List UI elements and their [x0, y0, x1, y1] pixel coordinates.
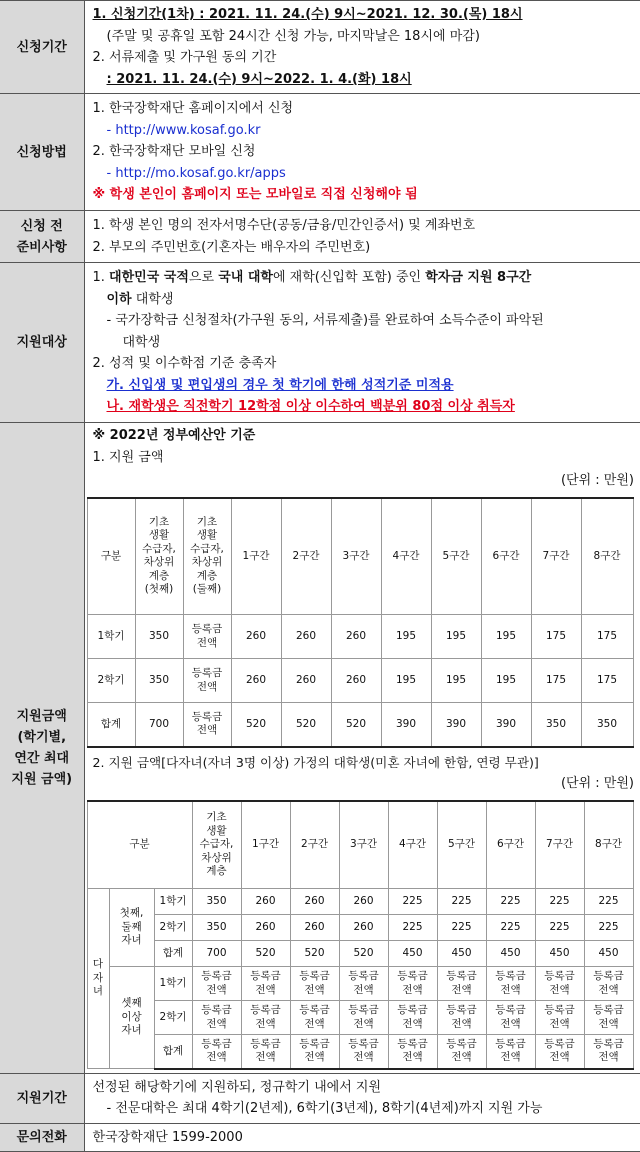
contact-header: 문의전화 [0, 1123, 84, 1152]
t2-cell: 225 [584, 889, 633, 915]
t1-cell: 260 [281, 615, 331, 659]
t1-head-band-7: 7구간 [531, 498, 581, 615]
full-a: 등록금 [250, 1004, 281, 1016]
kosaf-website-link[interactable]: - http://www.kosaf.go.kr [106, 122, 261, 138]
t2-cell: 520 [241, 941, 290, 967]
t2-head-band-5: 5구간 [437, 801, 486, 889]
full-a: 등록금 [397, 1004, 428, 1016]
t1-cell: 195 [381, 615, 431, 659]
row-prep [0, 211, 640, 263]
t2-cell: 260 [290, 915, 339, 941]
t2-cell: 225 [486, 889, 535, 915]
target-num-1: 1. [92, 270, 105, 286]
full-b: 전액 [549, 983, 570, 996]
t1-cell: 195 [481, 659, 531, 703]
t2-full [241, 967, 290, 1001]
amount-header-line-4: 지원 금액) [11, 771, 73, 787]
full-a: 등록금 [299, 1004, 330, 1016]
t2-head-band-3: 3구간 [339, 801, 388, 889]
t2-sub1-l2: 둘째 [121, 920, 142, 933]
row-contact [0, 1123, 640, 1152]
t2-head-label: 구분 [87, 801, 192, 889]
t2-cell: 260 [339, 915, 388, 941]
t1-cell: 175 [581, 615, 633, 659]
t2-full [584, 1001, 633, 1035]
t1-cell: 390 [381, 703, 431, 747]
full-b: 전액 [451, 983, 472, 996]
contact-phone: 한국장학재단 1599-2000 [84, 1123, 640, 1152]
t2-cell: 450 [388, 941, 437, 967]
t1-head-band-8: 8구간 [581, 498, 633, 615]
t2-full [437, 967, 486, 1001]
t2-cell: 700 [192, 941, 241, 967]
table-row [87, 703, 633, 747]
t1-head-first-l2: 생활 [148, 529, 170, 542]
full-a: 등록금 [201, 1037, 232, 1050]
table-row [87, 967, 633, 1001]
t2-head-band-1: 1구간 [241, 801, 290, 889]
amount-content [84, 423, 640, 1074]
table-row [87, 1035, 633, 1069]
t1-header-row [87, 498, 633, 615]
t2-cell: 225 [437, 915, 486, 941]
t1-cell-full [183, 659, 231, 703]
t2-head-basic-l3: 수급자, [199, 838, 234, 850]
full-b: 전액 [598, 1017, 619, 1030]
t2-full [584, 1035, 633, 1069]
t2-header-row [87, 801, 633, 889]
target-below: 이하 [106, 291, 132, 307]
full-a: 등록금 [250, 1037, 281, 1050]
table-row [87, 615, 633, 659]
t1-cell: 520 [231, 703, 281, 747]
t2-cell: 225 [486, 915, 535, 941]
full-a: 등록금 [495, 970, 526, 982]
full-b: 전액 [304, 983, 325, 996]
t2-cell: 260 [290, 889, 339, 915]
row-method [0, 94, 640, 211]
full-a: 등록금 [544, 1037, 575, 1050]
t2-cell: 225 [388, 915, 437, 941]
t1-head-first-l6: (첫째) [144, 583, 174, 596]
full-b: 전액 [451, 1017, 472, 1030]
t2-row-label: 2학기 [154, 915, 192, 941]
full-a: 등록금 [544, 970, 575, 982]
full-b: 전액 [255, 1017, 276, 1030]
t1-head-second-l1: 기초 [196, 515, 218, 528]
full-a: 등록금 [495, 1037, 526, 1050]
t1-full-b: 전액 [196, 680, 218, 693]
t1-full-b: 전액 [196, 724, 218, 737]
t2-head-band-4: 4구간 [388, 801, 437, 889]
term-line-1: 선정된 해당학기에 지원하되, 정규학기 내에서 지원 [92, 1079, 382, 1095]
t2-group-l2: 자 [92, 971, 104, 984]
target-content [84, 263, 640, 423]
t1-head-band-5: 5구간 [431, 498, 481, 615]
t1-head-first-l4: 차상위 [143, 556, 175, 569]
t2-full [486, 1001, 535, 1035]
method-note: ※ 학생 본인이 홈페이지 또는 모바일로 직접 신청해야 됨 [92, 187, 418, 203]
target-line-1 [93, 267, 637, 289]
target-income-band: 학자금 지원 8구간 [425, 270, 532, 286]
t2-cell: 450 [437, 941, 486, 967]
target-line-2a: - 국가장학금 신청절차(가구원 동의, 서류제출)를 완료하여 소득수준이 파악된 [106, 313, 544, 329]
t2-full [388, 967, 437, 1001]
table-row [87, 889, 633, 915]
t2-row-label: 1학기 [154, 889, 192, 915]
target-line-3: 2. 성적 및 이수학점 기준 충족자 [92, 356, 277, 372]
t2-full [290, 1035, 339, 1069]
t2-group-label [87, 889, 109, 1069]
full-b: 전액 [353, 983, 374, 996]
amount-unit-2: (단위 : 만원) [560, 776, 634, 791]
t2-sub1-l1: 첫째, [119, 907, 144, 920]
t2-cell: 450 [535, 941, 584, 967]
method-header: 신청방법 [0, 94, 84, 211]
t1-cell: 700 [135, 703, 183, 747]
full-a: 등록금 [397, 970, 428, 982]
t2-head-band-8: 8구간 [584, 801, 633, 889]
row-amount [0, 423, 640, 1074]
t2-head-band-7: 7구간 [535, 801, 584, 889]
method-line-2: 2. 한국장학재단 모바일 신청 [92, 144, 256, 160]
t1-cell: 260 [331, 615, 381, 659]
prep-line-1: 1. 학생 본인 명의 전자서명수단(공동/금융/민간인증서) 및 계좌번호 [92, 218, 476, 233]
amount-header [0, 423, 84, 1074]
t1-head-band-1: 1구간 [231, 498, 281, 615]
t2-row-label: 1학기 [154, 967, 192, 1001]
full-b: 전액 [549, 1051, 570, 1064]
t1-cell: 350 [135, 615, 183, 659]
t1-row-label: 2학기 [87, 659, 135, 703]
method-content [84, 94, 640, 211]
prep-header [0, 211, 84, 263]
t2-sub1-label [109, 889, 154, 967]
t1-cell: 350 [531, 703, 581, 747]
t2-full [339, 967, 388, 1001]
full-b: 전액 [402, 983, 423, 996]
t1-cell-full [183, 703, 231, 747]
t2-full [388, 1035, 437, 1069]
method-line-1: 1. 한국장학재단 홈페이지에서 신청 [92, 101, 294, 117]
t2-sub2-l1: 셋째 [121, 997, 142, 1010]
t1-cell: 195 [381, 659, 431, 703]
row-term [0, 1073, 640, 1123]
t1-head-first-l3: 수급자, [142, 542, 176, 555]
target-line-4: 가. 신입생 및 편입생의 경우 첫 학기에 한해 성적기준 미적용 [106, 377, 454, 393]
full-b: 전액 [304, 1017, 325, 1030]
row-period [0, 1, 640, 94]
full-a: 등록금 [544, 1004, 575, 1016]
full-b: 전액 [500, 1017, 521, 1030]
full-b: 전액 [353, 1017, 374, 1030]
amount-basis: ※ 2022년 정부예산안 기준 [92, 428, 256, 443]
t1-row-label: 1학기 [87, 615, 135, 659]
target-text-2: 에 재학(신입학 포함) 중인 [272, 270, 422, 286]
t1-head-second-l6: (둘째) [192, 583, 222, 596]
table-row [87, 941, 633, 967]
t2-group-l1: 다 [92, 958, 104, 971]
t2-head-band-6: 6구간 [486, 801, 535, 889]
t1-full-b: 전액 [196, 636, 218, 649]
t1-cell: 390 [431, 703, 481, 747]
t1-head-second-l4: 차상위 [191, 556, 223, 569]
full-b: 전액 [549, 1017, 570, 1030]
amount-header-line-3: 연간 최대 [14, 750, 70, 766]
period-header: 신청기간 [0, 1, 84, 94]
target-domestic-univ: 국내 대학 [218, 270, 273, 286]
t1-cell: 350 [135, 659, 183, 703]
full-b: 전액 [255, 1051, 276, 1064]
multi-child-amount-table [87, 800, 634, 1070]
t2-head-basic-l2: 생활 [206, 824, 227, 837]
t2-cell: 350 [192, 889, 241, 915]
full-b: 전액 [255, 983, 276, 996]
full-a: 등록금 [397, 1037, 428, 1050]
support-amount-table [87, 497, 634, 748]
prep-line-2: 2. 부모의 주민번호(기혼자는 배우자의 주민번호) [92, 239, 371, 255]
t1-head-band-6: 6구간 [481, 498, 531, 615]
t1-cell: 520 [331, 703, 381, 747]
target-line-1b [93, 289, 637, 311]
t1-head-second [183, 498, 231, 615]
t2-cell: 225 [535, 889, 584, 915]
amount-unit-1: (단위 : 만원) [560, 473, 634, 488]
t1-cell: 350 [581, 703, 633, 747]
row-target [0, 263, 640, 423]
t1-head-band-4: 4구간 [381, 498, 431, 615]
t2-sub2-l2: 이상 [121, 1010, 142, 1023]
t2-row-label: 합계 [154, 941, 192, 967]
term-line-2: - 전문대학은 최대 4학기(2년제), 6학기(3년제), 8학기(4년제)까지 지원 가능 [106, 1101, 543, 1116]
t1-cell: 520 [281, 703, 331, 747]
t2-cell: 520 [290, 941, 339, 967]
full-a: 등록금 [299, 970, 330, 982]
t2-full [339, 1001, 388, 1035]
t2-cell: 260 [339, 889, 388, 915]
t2-group-l3: 녀 [92, 985, 104, 998]
period-line-4: : 2021. 11. 24.(수) 9시~2022. 1. 4.(화) 18시 [106, 71, 412, 87]
t2-cell: 225 [535, 915, 584, 941]
full-b: 전액 [500, 983, 521, 996]
table-row [87, 659, 633, 703]
full-a: 등록금 [446, 970, 477, 982]
t2-row-label: 합계 [154, 1035, 192, 1069]
full-a: 등록금 [201, 970, 232, 982]
t2-full [192, 1001, 241, 1035]
period-line-1: 1. 신청기간(1차) : 2021. 11. 24.(수) 9시~2021. 12. 30.(목) 18시 [92, 7, 523, 22]
full-a: 등록금 [446, 1004, 477, 1016]
t2-full [241, 1001, 290, 1035]
t1-cell: 175 [531, 659, 581, 703]
t1-full-a: 등록금 [191, 623, 223, 635]
term-header: 지원기간 [0, 1073, 84, 1123]
t2-head-basic [192, 801, 241, 889]
t2-full [584, 967, 633, 1001]
t1-cell: 175 [581, 659, 633, 703]
full-b: 전액 [598, 983, 619, 996]
full-b: 전액 [402, 1017, 423, 1030]
full-a: 등록금 [495, 1004, 526, 1016]
t2-full [388, 1001, 437, 1035]
table-row [87, 1001, 633, 1035]
full-a: 등록금 [348, 1037, 379, 1050]
t2-cell: 450 [584, 941, 633, 967]
t2-sub2-label [109, 967, 154, 1069]
amount-header-line-2: (학기별, [17, 729, 67, 745]
t2-full [339, 1035, 388, 1069]
t2-full [437, 1035, 486, 1069]
t1-cell: 260 [281, 659, 331, 703]
t2-head-band-2: 2구간 [290, 801, 339, 889]
t2-sub2-l3: 자녀 [121, 1024, 142, 1037]
t1-full-a: 등록금 [191, 710, 223, 723]
target-header: 지원대상 [0, 263, 84, 423]
t1-head-first [135, 498, 183, 615]
prep-header-line-2: 준비사항 [16, 239, 67, 255]
full-a: 등록금 [299, 1037, 330, 1050]
t1-head-first-l1: 기초 [148, 515, 170, 528]
full-a: 등록금 [201, 1004, 232, 1016]
full-a: 등록금 [348, 1004, 379, 1016]
t2-full [192, 1035, 241, 1069]
t2-cell: 520 [339, 941, 388, 967]
t2-full [535, 967, 584, 1001]
t1-head-second-l2: 생활 [196, 529, 218, 542]
t1-row-label: 합계 [87, 703, 135, 747]
full-a: 등록금 [250, 970, 281, 982]
target-line-5: 나. 재학생은 직전학기 12학점 이상 이수하여 백분위 80점 이상 취득자 [106, 399, 515, 415]
t2-row-label: 2학기 [154, 1001, 192, 1035]
target-nationality: 대한민국 국적 [109, 270, 189, 286]
t1-head-second-l5: 계층 [196, 569, 218, 582]
target-line-2b: 대학생 [122, 334, 161, 350]
t1-cell: 195 [481, 615, 531, 659]
table-row [87, 915, 633, 941]
period-content [84, 1, 640, 94]
t2-full [486, 967, 535, 1001]
t1-cell: 390 [481, 703, 531, 747]
t1-head-second-l3: 수급자, [190, 542, 224, 555]
full-b: 전액 [353, 1051, 374, 1064]
full-a: 등록금 [348, 970, 379, 982]
t1-cell-full [183, 615, 231, 659]
t2-sub1-l3: 자녀 [121, 934, 142, 947]
amount-section-2-title: 2. 지원 금액[다자녀(자녀 3명 이상) 가정의 대학생(미혼 자녀에 한함, 연령 무관)] [92, 754, 539, 770]
t2-full [192, 967, 241, 1001]
t2-cell: 225 [437, 889, 486, 915]
full-b: 전액 [206, 1017, 227, 1030]
period-line-2: (주말 및 공휴일 포함 24시간 신청 가능, 마지막날은 18시에 마감) [106, 28, 480, 44]
full-a: 등록금 [446, 1037, 477, 1050]
term-content [84, 1073, 640, 1123]
prep-header-line-1: 신청 전 [20, 218, 63, 234]
full-b: 전액 [451, 1051, 472, 1064]
t2-cell: 350 [192, 915, 241, 941]
t2-head-basic-l1: 기초 [206, 811, 227, 823]
full-a: 등록금 [593, 970, 624, 982]
t2-full [290, 1001, 339, 1035]
t2-full [535, 1001, 584, 1035]
kosaf-mobile-link[interactable]: - http://mo.kosaf.go.kr/apps [106, 165, 286, 181]
t2-head-basic-l4: 차상위 [201, 851, 232, 864]
full-a: 등록금 [593, 1004, 624, 1016]
amount-section-1-title: 1. 지원 금액 [92, 449, 164, 465]
t1-head-band-3: 3구간 [331, 498, 381, 615]
amount-header-line-1: 지원금액 [16, 708, 67, 724]
t2-cell: 260 [241, 915, 290, 941]
full-b: 전액 [402, 1051, 423, 1064]
t2-head-basic-l5: 계층 [206, 865, 227, 877]
t2-cell: 450 [486, 941, 535, 967]
t2-cell: 260 [241, 889, 290, 915]
full-a: 등록금 [593, 1037, 624, 1050]
t2-cell: 225 [388, 889, 437, 915]
t1-cell: 260 [231, 615, 281, 659]
t1-cell: 195 [431, 615, 481, 659]
full-b: 전액 [206, 983, 227, 996]
t1-cell: 175 [531, 615, 581, 659]
full-b: 전액 [500, 1051, 521, 1064]
t2-full [437, 1001, 486, 1035]
target-text-1: 으로 [188, 270, 215, 286]
period-line-3: 2. 서류제출 및 가구원 동의 기간 [92, 50, 277, 65]
target-text-3: 대학생 [135, 291, 174, 307]
t2-cell: 225 [584, 915, 633, 941]
t2-full [486, 1035, 535, 1069]
t1-cell: 260 [331, 659, 381, 703]
t1-head-first-l5: 계층 [148, 569, 170, 582]
full-b: 전액 [598, 1051, 619, 1064]
t1-cell: 195 [431, 659, 481, 703]
full-b: 전액 [206, 1051, 227, 1064]
t2-full [241, 1035, 290, 1069]
prep-content [84, 211, 640, 263]
t2-full [290, 967, 339, 1001]
t2-full [535, 1035, 584, 1069]
t1-head-label: 구분 [87, 498, 135, 615]
t1-head-band-2: 2구간 [281, 498, 331, 615]
t1-full-a: 등록금 [191, 667, 223, 679]
full-b: 전액 [304, 1051, 325, 1064]
t1-cell: 260 [231, 659, 281, 703]
